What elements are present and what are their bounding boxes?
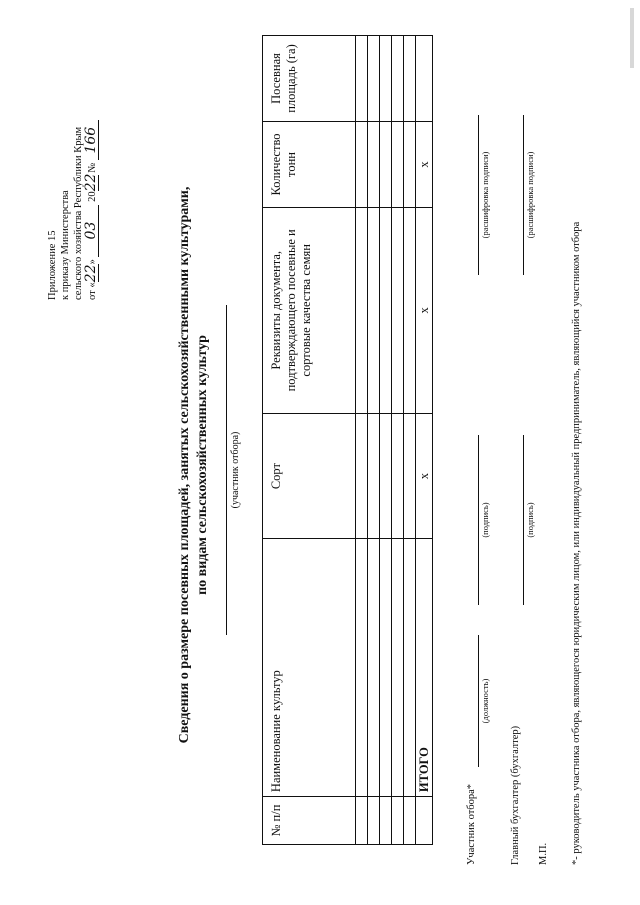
accountant-signature-line (523, 435, 524, 605)
date-year-prefix: 20 (87, 191, 98, 202)
appendix-date-line (85, 20, 99, 300)
table-row (392, 36, 404, 845)
appendix-line-1: Приложение 15 (47, 230, 58, 300)
table-row (380, 36, 392, 845)
date-prefix: от « (87, 282, 98, 300)
table-header-row (263, 36, 356, 845)
table-row (356, 36, 368, 845)
decoding-line (478, 115, 479, 275)
order-number: 166 (85, 120, 99, 160)
date-mid: » (87, 259, 98, 265)
date-year: 22 (83, 173, 99, 192)
header-area: Посевная площадь (га) (263, 36, 356, 122)
accountant-label: Главный бухгалтер (бухгалтер) (510, 725, 521, 865)
document-title (176, 65, 212, 865)
total-quantity: х (416, 121, 433, 207)
header-crop-name: Наименование культур (263, 539, 356, 797)
accountant-signature-caption: (подпись) (525, 502, 535, 538)
accountant-decoding-caption: (расшифровка подписи) (525, 151, 535, 239)
position-line (478, 635, 479, 767)
total-requisites: х (416, 207, 433, 413)
signature-caption: (подпись) (480, 502, 490, 538)
total-area (416, 36, 433, 122)
title-line-2: по видам сельскохозяйственных культур (195, 335, 210, 595)
number-prefix: № (87, 162, 98, 173)
appendix-line-2: к приказу Министерства (60, 190, 71, 300)
header-number: № п/п (263, 797, 356, 845)
stamp-label: М.П. (538, 842, 549, 865)
table-total-row (416, 36, 433, 845)
signature-line (478, 435, 479, 605)
table-row (404, 36, 416, 845)
position-caption: (должность) (480, 678, 490, 724)
header-variety: Сорт (263, 413, 356, 539)
participant-label: Участник отбора* (466, 783, 477, 865)
participant-field-line (226, 305, 227, 635)
total-variety: х (416, 413, 433, 539)
header-document-requisites: Реквизиты документа, подтверждающего посевные и сортовые качества семян (263, 207, 356, 413)
accountant-decoding-line (523, 115, 524, 275)
appendix-block (46, 20, 99, 300)
title-line-1: Сведения о размере посевных площадей, занятых сельскохозяйственными культурами, (177, 186, 192, 744)
header-quantity: Количество тонн (263, 121, 356, 207)
table-row (368, 36, 380, 845)
total-label: ИТОГО (416, 539, 433, 797)
appendix-line-3: сельского хозяйства Республики Крым (73, 126, 84, 300)
date-month: 03 (85, 205, 99, 257)
participant-caption: (участник отбора) (230, 431, 241, 509)
decoding-caption: (расшифровка подписи) (480, 151, 490, 239)
footnote: *- руководитель участника отбора, являющегося юридическим лицом, или индивидуальный предприниматель, являющийся участником отбора (571, 221, 582, 865)
date-day: 22 (83, 264, 99, 283)
crops-table (262, 35, 433, 845)
